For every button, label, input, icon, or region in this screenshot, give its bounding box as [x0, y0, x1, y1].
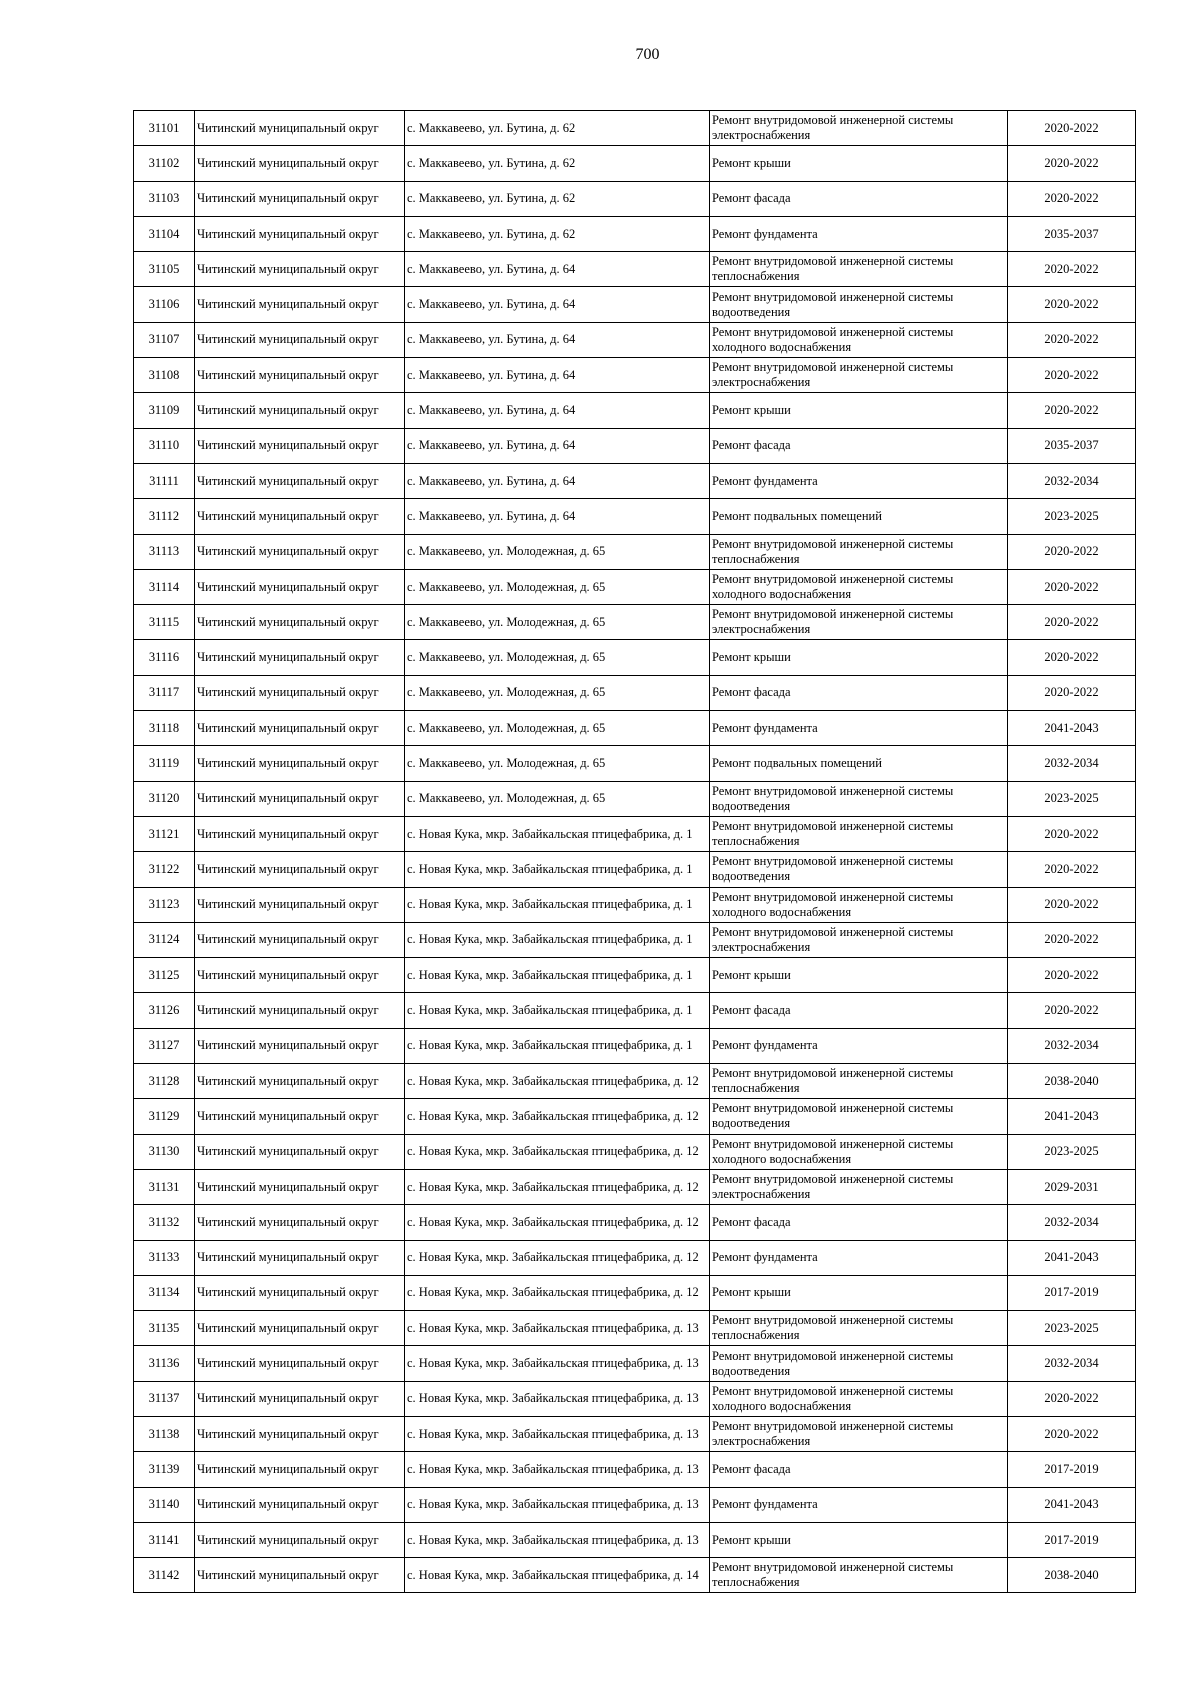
address-cell: с. Маккавеево, ул. Молодежная, д. 65 [405, 640, 710, 675]
municipality-cell: Читинский муниципальный округ [195, 675, 405, 710]
work-type-cell: Ремонт внутридомовой инженерной системы холодного водоснабжения [710, 322, 1008, 357]
row-number: 31111 [134, 463, 195, 498]
table-row [134, 1099, 1136, 1134]
table-row [134, 1205, 1136, 1240]
address-cell: с. Новая Кука, мкр. Забайкальская птицефабрика, д. 1 [405, 887, 710, 922]
table-row [134, 1381, 1136, 1416]
period-cell: 2029-2031 [1008, 1169, 1136, 1204]
address-cell: с. Маккавеево, ул. Бутина, д. 62 [405, 146, 710, 181]
municipality-cell: Читинский муниципальный округ [195, 216, 405, 251]
address-cell: с. Новая Кука, мкр. Забайкальская птицефабрика, д. 1 [405, 1028, 710, 1063]
municipality-cell: Читинский муниципальный округ [195, 816, 405, 851]
period-cell: 2020-2022 [1008, 852, 1136, 887]
table-row [134, 993, 1136, 1028]
municipality-cell: Читинский муниципальный округ [195, 1452, 405, 1487]
municipality-cell: Читинский муниципальный округ [195, 1416, 405, 1451]
period-cell: 2020-2022 [1008, 887, 1136, 922]
municipality-cell: Читинский муниципальный округ [195, 252, 405, 287]
work-type-cell: Ремонт фундамента [710, 1028, 1008, 1063]
table-row [134, 1134, 1136, 1169]
table-row [134, 287, 1136, 322]
address-cell: с. Маккавеево, ул. Бутина, д. 64 [405, 428, 710, 463]
municipality-cell: Читинский муниципальный округ [195, 534, 405, 569]
table-row [134, 1487, 1136, 1522]
period-cell: 2020-2022 [1008, 569, 1136, 604]
table-row [134, 1558, 1136, 1593]
address-cell: с. Новая Кука, мкр. Забайкальская птицефабрика, д. 12 [405, 1275, 710, 1310]
table-row [134, 393, 1136, 428]
row-number: 31104 [134, 216, 195, 251]
row-number: 31134 [134, 1275, 195, 1310]
address-cell: с. Маккавеево, ул. Бутина, д. 62 [405, 111, 710, 146]
work-type-cell: Ремонт подвальных помещений [710, 499, 1008, 534]
municipality-cell: Читинский муниципальный округ [195, 1134, 405, 1169]
table-row [134, 111, 1136, 146]
municipality-cell: Читинский муниципальный округ [195, 1205, 405, 1240]
municipality-cell: Читинский муниципальный округ [195, 1522, 405, 1557]
row-number: 31125 [134, 958, 195, 993]
period-cell: 2032-2034 [1008, 1028, 1136, 1063]
row-number: 31137 [134, 1381, 195, 1416]
row-number: 31139 [134, 1452, 195, 1487]
address-cell: с. Новая Кука, мкр. Забайкальская птицефабрика, д. 13 [405, 1381, 710, 1416]
work-type-cell: Ремонт внутридомовой инженерной системы холодного водоснабжения [710, 1381, 1008, 1416]
municipality-cell: Читинский муниципальный округ [195, 746, 405, 781]
row-number: 31109 [134, 393, 195, 428]
work-type-cell: Ремонт крыши [710, 146, 1008, 181]
address-cell: с. Маккавеево, ул. Бутина, д. 64 [405, 358, 710, 393]
address-cell: с. Новая Кука, мкр. Забайкальская птицефабрика, д. 1 [405, 816, 710, 851]
address-cell: с. Новая Кука, мкр. Забайкальская птицефабрика, д. 13 [405, 1346, 710, 1381]
municipality-cell: Читинский муниципальный округ [195, 322, 405, 357]
period-cell: 2020-2022 [1008, 146, 1136, 181]
address-cell: с. Маккавеево, ул. Молодежная, д. 65 [405, 569, 710, 604]
work-type-cell: Ремонт внутридомовой инженерной системы водоотведения [710, 781, 1008, 816]
municipality-cell: Читинский муниципальный округ [195, 1169, 405, 1204]
table-body [134, 111, 1136, 1593]
row-number: 31115 [134, 605, 195, 640]
period-cell: 2041-2043 [1008, 1240, 1136, 1275]
table-row [134, 1452, 1136, 1487]
period-cell: 2023-2025 [1008, 781, 1136, 816]
work-type-cell: Ремонт крыши [710, 1275, 1008, 1310]
table-row [134, 746, 1136, 781]
period-cell: 2020-2022 [1008, 922, 1136, 957]
municipality-cell: Читинский муниципальный округ [195, 640, 405, 675]
table-row [134, 252, 1136, 287]
period-cell: 2020-2022 [1008, 1416, 1136, 1451]
work-type-cell: Ремонт фундамента [710, 463, 1008, 498]
table-row [134, 216, 1136, 251]
period-cell: 2017-2019 [1008, 1275, 1136, 1310]
row-number: 31140 [134, 1487, 195, 1522]
row-number: 31113 [134, 534, 195, 569]
table-row [134, 958, 1136, 993]
row-number: 31135 [134, 1311, 195, 1346]
work-type-cell: Ремонт внутридомовой инженерной системы теплоснабжения [710, 1064, 1008, 1099]
address-cell: с. Маккавеево, ул. Бутина, д. 64 [405, 322, 710, 357]
municipality-cell: Читинский муниципальный округ [195, 393, 405, 428]
table-row [134, 534, 1136, 569]
address-cell: с. Новая Кука, мкр. Забайкальская птицефабрика, д. 1 [405, 852, 710, 887]
period-cell: 2035-2037 [1008, 216, 1136, 251]
table-row [134, 1169, 1136, 1204]
row-number: 31102 [134, 146, 195, 181]
address-cell: с. Новая Кука, мкр. Забайкальская птицефабрика, д. 1 [405, 922, 710, 957]
work-type-cell: Ремонт фундамента [710, 216, 1008, 251]
period-cell: 2017-2019 [1008, 1522, 1136, 1557]
address-cell: с. Новая Кука, мкр. Забайкальская птицефабрика, д. 12 [405, 1064, 710, 1099]
period-cell: 2020-2022 [1008, 640, 1136, 675]
row-number: 31138 [134, 1416, 195, 1451]
address-cell: с. Новая Кука, мкр. Забайкальская птицефабрика, д. 12 [405, 1099, 710, 1134]
period-cell: 2023-2025 [1008, 499, 1136, 534]
work-type-cell: Ремонт фасада [710, 1205, 1008, 1240]
address-cell: с. Новая Кука, мкр. Забайкальская птицефабрика, д. 13 [405, 1522, 710, 1557]
table-row [134, 675, 1136, 710]
table-row [134, 1416, 1136, 1451]
table-row [134, 358, 1136, 393]
period-cell: 2020-2022 [1008, 393, 1136, 428]
row-number: 31118 [134, 711, 195, 746]
address-cell: с. Новая Кука, мкр. Забайкальская птицефабрика, д. 12 [405, 1205, 710, 1240]
period-cell: 2020-2022 [1008, 1381, 1136, 1416]
period-cell: 2032-2034 [1008, 1346, 1136, 1381]
municipality-cell: Читинский муниципальный округ [195, 463, 405, 498]
municipality-cell: Читинский муниципальный округ [195, 569, 405, 604]
address-cell: с. Новая Кука, мкр. Забайкальская птицефабрика, д. 14 [405, 1558, 710, 1593]
period-cell: 2020-2022 [1008, 993, 1136, 1028]
work-type-cell: Ремонт внутридомовой инженерной системы водоотведения [710, 852, 1008, 887]
address-cell: с. Маккавеево, ул. Бутина, д. 64 [405, 252, 710, 287]
address-cell: с. Маккавеево, ул. Бутина, д. 64 [405, 499, 710, 534]
row-number: 31132 [134, 1205, 195, 1240]
period-cell: 2023-2025 [1008, 1311, 1136, 1346]
work-type-cell: Ремонт внутридомовой инженерной системы теплоснабжения [710, 534, 1008, 569]
row-number: 31136 [134, 1346, 195, 1381]
row-number: 31105 [134, 252, 195, 287]
work-type-cell: Ремонт крыши [710, 393, 1008, 428]
address-cell: с. Маккавеево, ул. Бутина, д. 64 [405, 463, 710, 498]
table-row [134, 922, 1136, 957]
address-cell: с. Новая Кука, мкр. Забайкальская птицефабрика, д. 13 [405, 1452, 710, 1487]
period-cell: 2020-2022 [1008, 322, 1136, 357]
table-row [134, 887, 1136, 922]
row-number: 31131 [134, 1169, 195, 1204]
page-number: 700 [635, 46, 660, 63]
period-cell: 2020-2022 [1008, 252, 1136, 287]
work-type-cell: Ремонт фасада [710, 1452, 1008, 1487]
period-cell: 2032-2034 [1008, 746, 1136, 781]
repair-schedule-table [133, 110, 1136, 1593]
table-row [134, 463, 1136, 498]
address-cell: с. Маккавеево, ул. Молодежная, д. 65 [405, 711, 710, 746]
municipality-cell: Читинский муниципальный округ [195, 287, 405, 322]
table-row [134, 640, 1136, 675]
table-row [134, 1028, 1136, 1063]
work-type-cell: Ремонт внутридомовой инженерной системы холодного водоснабжения [710, 569, 1008, 604]
period-cell: 2020-2022 [1008, 816, 1136, 851]
row-number: 31122 [134, 852, 195, 887]
work-type-cell: Ремонт фундамента [710, 1240, 1008, 1275]
period-cell: 2038-2040 [1008, 1558, 1136, 1593]
table-row [134, 781, 1136, 816]
period-cell: 2020-2022 [1008, 958, 1136, 993]
row-number: 31110 [134, 428, 195, 463]
municipality-cell: Читинский муниципальный округ [195, 181, 405, 216]
municipality-cell: Читинский муниципальный округ [195, 605, 405, 640]
period-cell: 2020-2022 [1008, 675, 1136, 710]
period-cell: 2032-2034 [1008, 1205, 1136, 1240]
address-cell: с. Маккавеево, ул. Молодежная, д. 65 [405, 605, 710, 640]
municipality-cell: Читинский муниципальный округ [195, 1240, 405, 1275]
municipality-cell: Читинский муниципальный округ [195, 1099, 405, 1134]
municipality-cell: Читинский муниципальный округ [195, 1487, 405, 1522]
municipality-cell: Читинский муниципальный округ [195, 1311, 405, 1346]
work-type-cell: Ремонт внутридомовой инженерной системы теплоснабжения [710, 252, 1008, 287]
address-cell: с. Новая Кука, мкр. Забайкальская птицефабрика, д. 1 [405, 993, 710, 1028]
municipality-cell: Читинский муниципальный округ [195, 1346, 405, 1381]
work-type-cell: Ремонт фундамента [710, 1487, 1008, 1522]
row-number: 31129 [134, 1099, 195, 1134]
table-row [134, 146, 1136, 181]
address-cell: с. Новая Кука, мкр. Забайкальская птицефабрика, д. 1 [405, 958, 710, 993]
address-cell: с. Новая Кука, мкр. Забайкальская птицефабрика, д. 12 [405, 1169, 710, 1204]
row-number: 31108 [134, 358, 195, 393]
municipality-cell: Читинский муниципальный округ [195, 111, 405, 146]
municipality-cell: Читинский муниципальный округ [195, 358, 405, 393]
period-cell: 2032-2034 [1008, 463, 1136, 498]
table-row [134, 1240, 1136, 1275]
municipality-cell: Читинский муниципальный округ [195, 922, 405, 957]
table-row [134, 428, 1136, 463]
address-cell: с. Маккавеево, ул. Молодежная, д. 65 [405, 534, 710, 569]
work-type-cell: Ремонт фасада [710, 428, 1008, 463]
row-number: 31126 [134, 993, 195, 1028]
row-number: 31106 [134, 287, 195, 322]
row-number: 31133 [134, 1240, 195, 1275]
work-type-cell: Ремонт фасада [710, 675, 1008, 710]
work-type-cell: Ремонт внутридомовой инженерной системы электроснабжения [710, 1416, 1008, 1451]
address-cell: с. Маккавеево, ул. Бутина, д. 62 [405, 216, 710, 251]
row-number: 31141 [134, 1522, 195, 1557]
work-type-cell: Ремонт фасада [710, 181, 1008, 216]
municipality-cell: Читинский муниципальный округ [195, 1064, 405, 1099]
work-type-cell: Ремонт внутридомовой инженерной системы водоотведения [710, 287, 1008, 322]
municipality-cell: Читинский муниципальный округ [195, 781, 405, 816]
row-number: 31124 [134, 922, 195, 957]
table-row [134, 711, 1136, 746]
work-type-cell: Ремонт внутридомовой инженерной системы водоотведения [710, 1346, 1008, 1381]
row-number: 31142 [134, 1558, 195, 1593]
row-number: 31130 [134, 1134, 195, 1169]
row-number: 31120 [134, 781, 195, 816]
work-type-cell: Ремонт крыши [710, 1522, 1008, 1557]
row-number: 31114 [134, 569, 195, 604]
row-number: 31121 [134, 816, 195, 851]
table-row [134, 1064, 1136, 1099]
row-number: 31128 [134, 1064, 195, 1099]
work-type-cell: Ремонт внутридомовой инженерной системы теплоснабжения [710, 1558, 1008, 1593]
period-cell: 2041-2043 [1008, 1099, 1136, 1134]
municipality-cell: Читинский муниципальный округ [195, 711, 405, 746]
period-cell: 2020-2022 [1008, 111, 1136, 146]
address-cell: с. Маккавеево, ул. Молодежная, д. 65 [405, 781, 710, 816]
work-type-cell: Ремонт внутридомовой инженерной системы теплоснабжения [710, 816, 1008, 851]
period-cell: 2020-2022 [1008, 605, 1136, 640]
table-row [134, 181, 1136, 216]
work-type-cell: Ремонт внутридомовой инженерной системы водоотведения [710, 1099, 1008, 1134]
work-type-cell: Ремонт внутридомовой инженерной системы электроснабжения [710, 605, 1008, 640]
row-number: 31123 [134, 887, 195, 922]
work-type-cell: Ремонт внутридомовой инженерной системы электроснабжения [710, 922, 1008, 957]
table-row [134, 605, 1136, 640]
municipality-cell: Читинский муниципальный округ [195, 993, 405, 1028]
municipality-cell: Читинский муниципальный округ [195, 1381, 405, 1416]
work-type-cell: Ремонт внутридомовой инженерной системы холодного водоснабжения [710, 887, 1008, 922]
address-cell: с. Маккавеево, ул. Бутина, д. 62 [405, 181, 710, 216]
municipality-cell: Читинский муниципальный округ [195, 1558, 405, 1593]
work-type-cell: Ремонт крыши [710, 958, 1008, 993]
address-cell: с. Маккавеево, ул. Бутина, д. 64 [405, 287, 710, 322]
address-cell: с. Маккавеево, ул. Бутина, д. 64 [405, 393, 710, 428]
period-cell: 2020-2022 [1008, 181, 1136, 216]
table-row [134, 1275, 1136, 1310]
table-row [134, 1311, 1136, 1346]
work-type-cell: Ремонт внутридомовой инженерной системы теплоснабжения [710, 1311, 1008, 1346]
address-cell: с. Маккавеево, ул. Молодежная, д. 65 [405, 675, 710, 710]
table-row [134, 499, 1136, 534]
period-cell: 2041-2043 [1008, 1487, 1136, 1522]
work-type-cell: Ремонт внутридомовой инженерной системы электроснабжения [710, 1169, 1008, 1204]
work-type-cell: Ремонт фасада [710, 993, 1008, 1028]
table-row [134, 569, 1136, 604]
address-cell: с. Новая Кука, мкр. Забайкальская птицефабрика, д. 13 [405, 1487, 710, 1522]
municipality-cell: Читинский муниципальный округ [195, 1275, 405, 1310]
table-row [134, 1522, 1136, 1557]
address-cell: с. Новая Кука, мкр. Забайкальская птицефабрика, д. 13 [405, 1311, 710, 1346]
period-cell: 2017-2019 [1008, 1452, 1136, 1487]
address-cell: с. Новая Кука, мкр. Забайкальская птицефабрика, д. 12 [405, 1134, 710, 1169]
work-type-cell: Ремонт фундамента [710, 711, 1008, 746]
period-cell: 2020-2022 [1008, 287, 1136, 322]
period-cell: 2041-2043 [1008, 711, 1136, 746]
work-type-cell: Ремонт внутридомовой инженерной системы электроснабжения [710, 111, 1008, 146]
work-type-cell: Ремонт крыши [710, 640, 1008, 675]
period-cell: 2020-2022 [1008, 358, 1136, 393]
municipality-cell: Читинский муниципальный округ [195, 428, 405, 463]
address-cell: с. Новая Кука, мкр. Забайкальская птицефабрика, д. 12 [405, 1240, 710, 1275]
period-cell: 2038-2040 [1008, 1064, 1136, 1099]
municipality-cell: Читинский муниципальный округ [195, 852, 405, 887]
municipality-cell: Читинский муниципальный округ [195, 146, 405, 181]
work-type-cell: Ремонт подвальных помещений [710, 746, 1008, 781]
table-row [134, 1346, 1136, 1381]
period-cell: 2035-2037 [1008, 428, 1136, 463]
row-number: 31116 [134, 640, 195, 675]
municipality-cell: Читинский муниципальный округ [195, 499, 405, 534]
address-cell: с. Маккавеево, ул. Молодежная, д. 65 [405, 746, 710, 781]
period-cell: 2020-2022 [1008, 534, 1136, 569]
row-number: 31112 [134, 499, 195, 534]
municipality-cell: Читинский муниципальный округ [195, 887, 405, 922]
table-row [134, 852, 1136, 887]
address-cell: с. Новая Кука, мкр. Забайкальская птицефабрика, д. 13 [405, 1416, 710, 1451]
row-number: 31107 [134, 322, 195, 357]
row-number: 31127 [134, 1028, 195, 1063]
municipality-cell: Читинский муниципальный округ [195, 1028, 405, 1063]
row-number: 31119 [134, 746, 195, 781]
row-number: 31117 [134, 675, 195, 710]
work-type-cell: Ремонт внутридомовой инженерной системы электроснабжения [710, 358, 1008, 393]
table-row [134, 816, 1136, 851]
row-number: 31103 [134, 181, 195, 216]
municipality-cell: Читинский муниципальный округ [195, 958, 405, 993]
row-number: 31101 [134, 111, 195, 146]
work-type-cell: Ремонт внутридомовой инженерной системы холодного водоснабжения [710, 1134, 1008, 1169]
table-row [134, 322, 1136, 357]
period-cell: 2023-2025 [1008, 1134, 1136, 1169]
